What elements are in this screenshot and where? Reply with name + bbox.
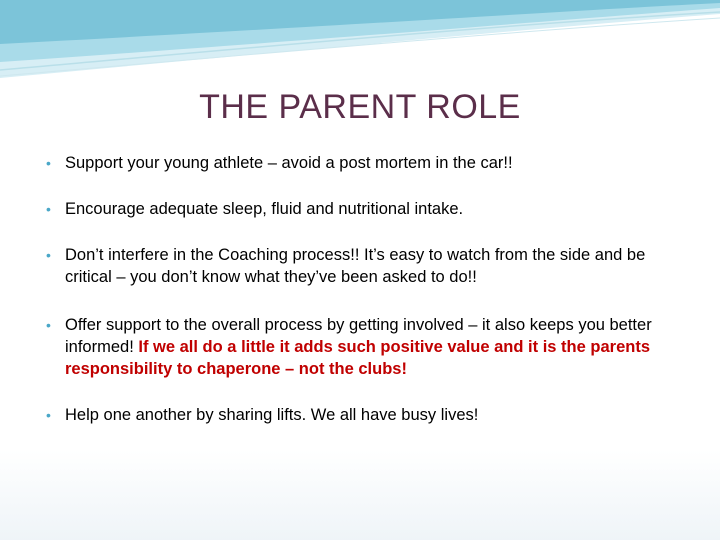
- bullet-item: [46, 244, 686, 288]
- bullet-glyph-icon: •: [46, 247, 51, 263]
- bullet-text: Offer support to the overall process by getting involved – it also keeps you better informed!: [65, 316, 652, 356]
- bullet-emphasis-text: If we all do a little it adds such positive value and it is the parents responsibility to chaperone – not the clubs!: [65, 338, 650, 378]
- bullet-item: [46, 404, 686, 426]
- bullet-list: [46, 152, 686, 426]
- bullet-text: Encourage adequate sleep, fluid and nutritional intake.: [65, 200, 464, 218]
- bullet-text: Support your young athlete – avoid a post mortem in the car!!: [65, 154, 513, 172]
- bullet-item: [46, 314, 686, 380]
- bullet-text: Don’t interfere in the Coaching process!! It’s easy to watch from the side and be critical – you don’t know what they’ve been asked to do!!: [65, 246, 646, 286]
- bullet-item: [46, 152, 686, 174]
- slide-title: THE PARENT ROLE: [199, 88, 521, 126]
- footer-fade-decoration: [0, 450, 720, 540]
- bullet-glyph-icon: •: [46, 201, 51, 217]
- bullet-item: [46, 198, 686, 220]
- bullet-glyph-icon: •: [46, 155, 51, 171]
- bullet-glyph-icon: •: [46, 407, 51, 423]
- header-swoosh-decoration: [0, 0, 720, 90]
- bullet-text: Help one another by sharing lifts. We all have busy lives!: [65, 406, 479, 424]
- bullet-glyph-icon: •: [46, 317, 51, 333]
